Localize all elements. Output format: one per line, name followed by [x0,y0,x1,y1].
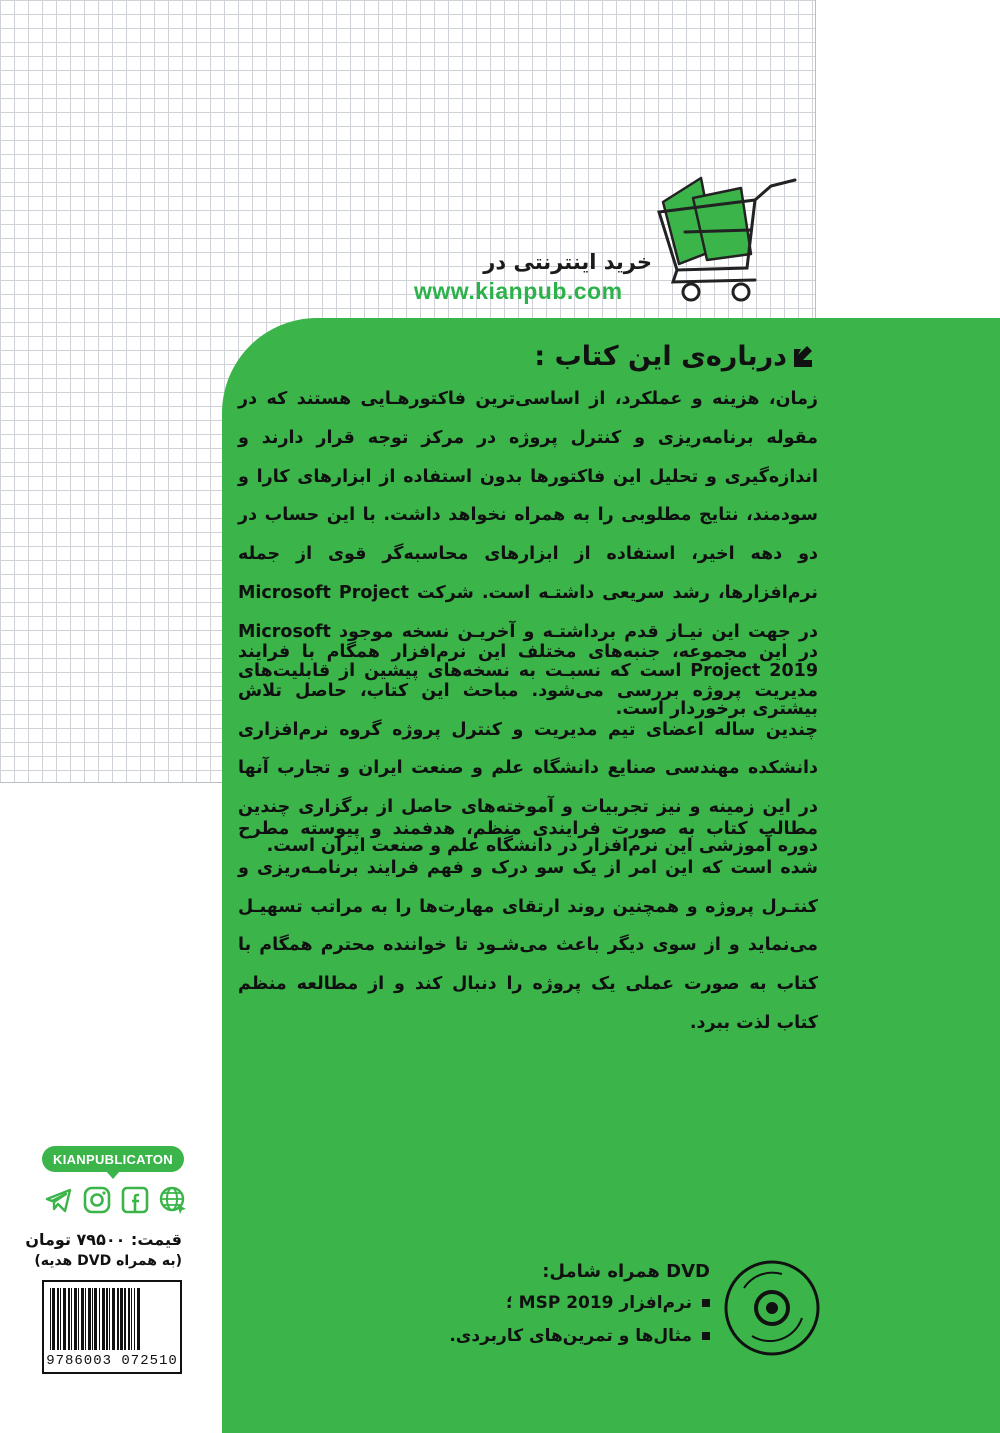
dvd-item-label: نرم‌افزار MSP 2019 ؛ [505,1293,692,1313]
barcode-bar [63,1288,66,1350]
barcode-bar [71,1288,72,1350]
barcode-bar [131,1288,132,1350]
barcode-bar [57,1288,59,1350]
dvd-disc-icon [722,1258,822,1358]
barcode-bar [117,1288,119,1350]
facebook-icon[interactable] [120,1185,150,1215]
barcode [42,1280,182,1374]
barcode-bar [52,1288,55,1350]
barcode-bar [94,1288,97,1350]
arrow-icon [790,345,816,371]
about-book-title: درباره‌ی این کتاب : [534,341,787,372]
price-label: قیمت: ۷۹۵۰۰ تومان [25,1230,182,1249]
online-shop-label: خرید اینترنتی در [483,250,652,274]
barcode-bar [88,1288,91,1350]
barcode-bar [137,1288,140,1350]
about-paragraph-3: مطالب کتاب به صورت فرایندی منظم، هدفمند و پیوسته مطرح شده است که این امر از یک سو درک و فهم فرایند برنامـه‌ریزی و کنتـرل پروژه و همچنین روند ارتقای مهارت‌ها را به مراتب تسهیـل می‌نماید و از سوی دیگر باعث می‌شـود تا خواننده محترم همگام با کتاب به صورت عملی یک پروژه را دنبال کند و از مطالعه منظم کتاب لذت ببرد. [238,819,818,1033]
publisher-handle-badge: KIANPUBLICATON [42,1146,184,1172]
barcode-bar [109,1288,110,1350]
barcode-bar [81,1288,84,1350]
barcode-bar [134,1288,135,1350]
dvd-contents-title: DVD همراه شامل: [542,1261,710,1282]
price-note: (به همراه DVD هدیه) [34,1253,182,1269]
shop-url-link[interactable]: www.kianpub.com [414,278,623,304]
barcode-bar [68,1288,70,1350]
barcode-bar [92,1288,93,1350]
barcode-bar [120,1288,123,1350]
social-icons-row [44,1185,188,1215]
barcode-bar [124,1288,126,1350]
dvd-item-label: مثال‌ها و تمرین‌های کاربردی. [449,1326,692,1346]
shopping-cart-icon [655,172,805,307]
barcode-bar [78,1288,79,1350]
barcode-bar [112,1288,115,1350]
barcode-bar [50,1288,51,1350]
about-paragraph-2: در این مجموعه، جنبه‌های مختلف این نرم‌افزار همگام با فرایند مدیریت پروژه بررسی می‌شود. مباحث این کتاب، حاصل تلاش چندین ساله اعضای تیم مدیریت و کنترل پروژه گروه نرم‌افزاری دانشکده مهندسی صنایع دانشگاه علم و صنعت ایران و تجارب آنها در این زمینه و نیز تجربیات و آموخته‌های حاصل از برگزاری چندین دوره آموزشی این نرم‌افزار در دانشگاه علم و صنعت ایران است. [238,642,818,856]
bullet-icon [702,1299,710,1307]
barcode-bar [74,1288,77,1350]
dvd-item [449,1326,710,1346]
barcode-bar [60,1288,61,1350]
instagram-icon[interactable] [82,1185,112,1215]
about-paragraph-1: زمان، هزینه و عملکرد، از اساسی‌ترین فاکتورهـایی هستند که در مقوله برنامه‌ریزی و کنترل پروژه در مرکز توجه قرار دارند و اندازه‌گیری و تحلیل این فاکتورها بدون استفاده از ابزارهای کارا و سودمند، نتایج مطلوبی را به همراه نخواهد داشت. با این حساب در دو دهه اخیر، استفاده از ابزارهای محاسبه‌گر قوی از جمله نرم‌افزارها، رشد سریعی داشتـه است. شرکت Microsoft Project در جهت این نیـاز قدم برداشتـه و آخریـن نسخه موجود Microsoft Project 2019 است که نسبـت به نسخه‌های پیشین از قابلیت‌های بیشتری برخوردار است. [238,389,818,720]
dvd-item [506,1293,710,1313]
bullet-icon [702,1332,710,1340]
barcode-bars [50,1288,174,1350]
web-icon[interactable] [158,1185,188,1215]
barcode-bar [85,1288,86,1350]
telegram-icon[interactable] [44,1185,74,1215]
barcode-bar [128,1288,130,1350]
barcode-bar [106,1288,108,1350]
barcode-bar [99,1288,100,1350]
barcode-number: 9786003 072510 [46,1353,178,1369]
barcode-bar [102,1288,105,1350]
